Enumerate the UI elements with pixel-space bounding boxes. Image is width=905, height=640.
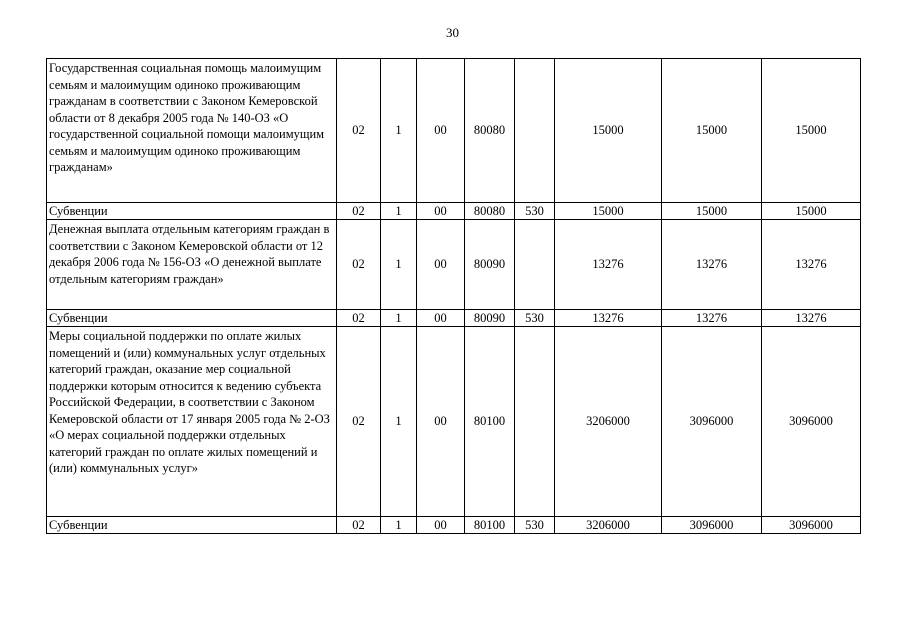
amount-year-2: 15000	[662, 203, 762, 220]
program-code: 1	[381, 59, 417, 203]
article-code: 80080	[465, 203, 515, 220]
amount-year-1: 15000	[555, 59, 662, 203]
subprogram-code: 00	[417, 310, 465, 327]
amount-year-3: 3096000	[762, 327, 861, 517]
amount-year-3: 15000	[762, 203, 861, 220]
amount-year-3: 15000	[762, 59, 861, 203]
row-name: Субвенции	[47, 310, 337, 327]
amount-year-1: 3206000	[555, 517, 662, 534]
section-code: 02	[337, 59, 381, 203]
row-name: Субвенции	[47, 517, 337, 534]
amount-year-2: 3096000	[662, 327, 762, 517]
row-name: Меры социальной поддержки по оплате жилых помещений и (или) коммунальных услуг отдельных категорий граждан, оказание мер социальной поддержки которым относится к ведению субъекта Российской Федерации, в соответствии с Законом Кемеровской области от 17 января 2005 года № 2-ОЗ «О мерах социальной поддержки отдельных категорий граждан по оплате жилых помещений и (или) коммунальных услуг»	[47, 327, 337, 517]
program-code: 1	[381, 220, 417, 310]
article-code: 80090	[465, 310, 515, 327]
amount-year-1: 13276	[555, 310, 662, 327]
article-code: 80090	[465, 220, 515, 310]
section-code: 02	[337, 220, 381, 310]
table-row	[47, 327, 861, 517]
expense-type-code: 530	[515, 203, 555, 220]
amount-year-2: 13276	[662, 220, 762, 310]
row-name: Субвенции	[47, 203, 337, 220]
subprogram-code: 00	[417, 327, 465, 517]
expense-type-code	[515, 220, 555, 310]
subprogram-code: 00	[417, 59, 465, 203]
row-name: Денежная выплата отдельным категориям граждан в соответствии с Законом Кемеровской области от 12 декабря 2006 года № 156-ОЗ «О денежной выплате отдельным категориям граждан»	[47, 220, 337, 310]
amount-year-2: 13276	[662, 310, 762, 327]
table-row	[47, 203, 861, 220]
subprogram-code: 00	[417, 517, 465, 534]
article-code: 80100	[465, 517, 515, 534]
amount-year-3: 13276	[762, 220, 861, 310]
row-name: Государственная социальная помощь малоимущим семьям и малоимущим одиноко проживающим гражданам в соответствии с Законом Кемеровской области от 8 декабря 2005 года № 140-ОЗ «О государственной социальной помощи малоимущим семьям и малоимущим одиноко проживающим гражданам»	[47, 59, 337, 203]
table-row	[47, 59, 861, 203]
program-code: 1	[381, 203, 417, 220]
program-code: 1	[381, 310, 417, 327]
expense-type-code	[515, 327, 555, 517]
program-code: 1	[381, 327, 417, 517]
amount-year-1: 13276	[555, 220, 662, 310]
subprogram-code: 00	[417, 220, 465, 310]
amount-year-1: 3206000	[555, 327, 662, 517]
table-row	[47, 310, 861, 327]
section-code: 02	[337, 517, 381, 534]
expense-type-code: 530	[515, 517, 555, 534]
table-row	[47, 220, 861, 310]
amount-year-3: 13276	[762, 310, 861, 327]
section-code: 02	[337, 310, 381, 327]
budget-table	[46, 58, 861, 534]
expense-type-code	[515, 59, 555, 203]
amount-year-2: 3096000	[662, 517, 762, 534]
article-code: 80080	[465, 59, 515, 203]
page-number: 30	[446, 25, 459, 40]
amount-year-1: 15000	[555, 203, 662, 220]
amount-year-2: 15000	[662, 59, 762, 203]
article-code: 80100	[465, 327, 515, 517]
table-row	[47, 517, 861, 534]
section-code: 02	[337, 327, 381, 517]
program-code: 1	[381, 517, 417, 534]
section-code: 02	[337, 203, 381, 220]
amount-year-3: 3096000	[762, 517, 861, 534]
expense-type-code: 530	[515, 310, 555, 327]
subprogram-code: 00	[417, 203, 465, 220]
